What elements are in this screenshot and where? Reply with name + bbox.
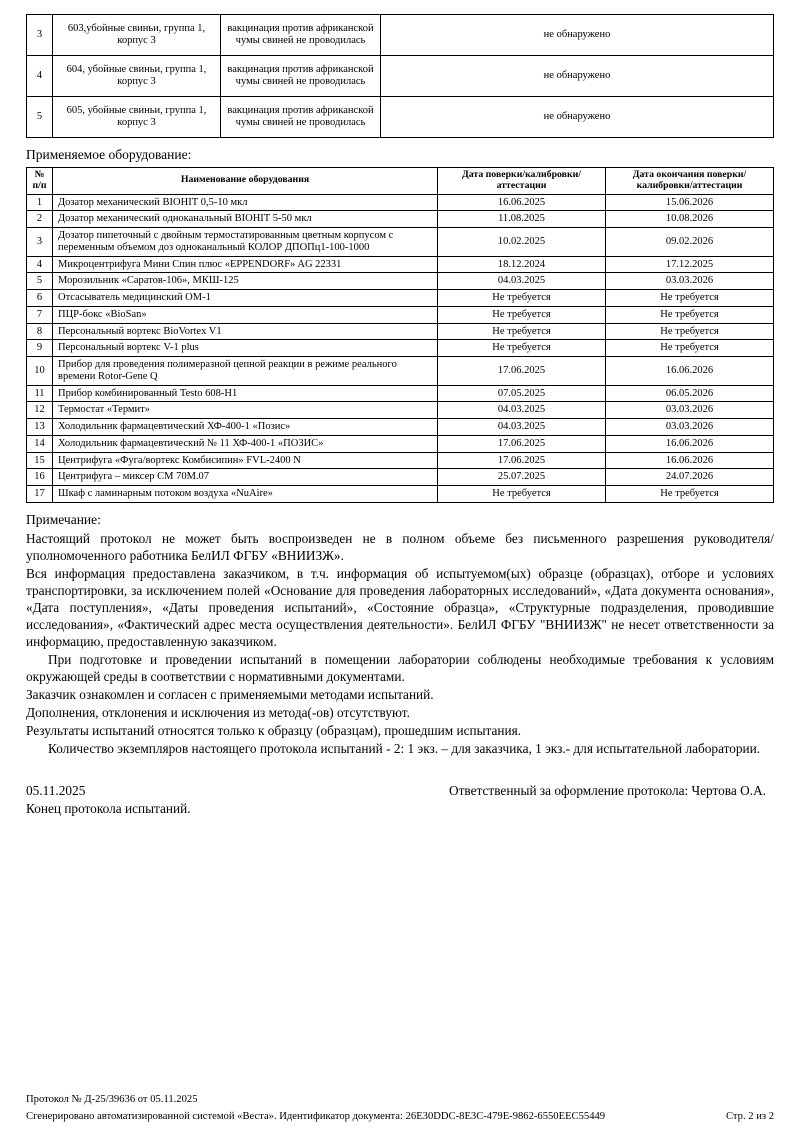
equipment-date-expiry: 24.07.2026: [606, 469, 774, 486]
row-number: 4: [27, 56, 53, 97]
equipment-number: 11: [27, 385, 53, 402]
table-row: [27, 97, 774, 138]
equipment-number: 2: [27, 211, 53, 228]
equipment-name: Морозильник «Саратов-106», МКШ-125: [53, 273, 438, 290]
footer-protocol-number: Протокол № Д-25/39636 от 05.11.2025: [26, 1094, 198, 1106]
equipment-name: Персональный вортекс BioVortex V1: [53, 323, 438, 340]
equipment-date-expiry: Не требуется: [606, 306, 774, 323]
row-number: 5: [27, 97, 53, 138]
sample-results-table: [26, 14, 774, 138]
table-row: [27, 323, 774, 340]
equipment-name: Дозатор механический ВIОНIТ 0,5-10 мкл: [53, 194, 438, 211]
row-result: не обнаружено: [381, 97, 774, 138]
row-vaccination: вакцинация против африканской чумы свиней не проводилась: [221, 15, 381, 56]
row-result: не обнаружено: [381, 15, 774, 56]
equipment-date-expiry: 06.05.2026: [606, 385, 774, 402]
equipment-date-expiry: Не требуется: [606, 323, 774, 340]
table-row: [27, 402, 774, 419]
equipment-number: 5: [27, 273, 53, 290]
equipment-name: Дозатор пипеточный с двойным термостатированным цветным корпусом с переменным объемом доз одноканальный КОЛОР ДПОПц1-100-1000: [53, 228, 438, 257]
row-sample-name: 605, убойные свиньи, группа 1, корпус 3: [53, 97, 221, 138]
row-number: 3: [27, 15, 53, 56]
equipment-number: 9: [27, 340, 53, 357]
equipment-number: 13: [27, 419, 53, 436]
equipment-number: 16: [27, 469, 53, 486]
col-header-number: № п/п: [27, 168, 53, 195]
page-footer: [26, 1093, 774, 1124]
equipment-date-calibration: 16.06.2025: [438, 194, 606, 211]
equipment-date-expiry: Не требуется: [606, 340, 774, 357]
row-result: не обнаружено: [381, 56, 774, 97]
signature-block: [26, 783, 774, 799]
equipment-number: 12: [27, 402, 53, 419]
equipment-date-calibration: 17.06.2025: [438, 357, 606, 386]
equipment-date-expiry: 16.06.2026: [606, 452, 774, 469]
equipment-date-expiry: 16.06.2026: [606, 357, 774, 386]
equipment-date-expiry: 03.03.2026: [606, 273, 774, 290]
row-vaccination: вакцинация против африканской чумы свиней не проводилась: [221, 97, 381, 138]
equipment-name: Отсасыватель медицинский ОМ-1: [53, 290, 438, 307]
equipment-date-expiry: 10.08.2026: [606, 211, 774, 228]
equipment-date-calibration: 18.12.2024: [438, 256, 606, 273]
table-row: [27, 486, 774, 503]
equipment-name: Микроцентрифуга Мини Спин плюс «EPPENDORF» AG 22331: [53, 256, 438, 273]
note-paragraph: Вся информация предоставлена заказчиком, в т.ч. информация об испытуемом(ых) образце (образцах), отборе и условиях транспортировки, за исключением полей «Основание для проведения лабораторных исследований», «Дата документа основания», «Дата поступления», «Даты проведения испытаний», «Состояние образца», «Структурные подразделения, проводившие исследования», «Фактический адрес места осуществления деятельности». БелИЛ ФГБУ "ВНИИЗЖ" не несет ответственности за информацию, предоставленную заказчиком.: [26, 565, 774, 649]
table-row: [27, 256, 774, 273]
table-row: [27, 340, 774, 357]
equipment-number: 3: [27, 228, 53, 257]
equipment-name: Термостат «Термит»: [53, 402, 438, 419]
equipment-date-calibration: 25.07.2025: [438, 469, 606, 486]
equipment-date-expiry: 15.06.2026: [606, 194, 774, 211]
equipment-name: Шкаф с ламинарным потоком воздуха «NuAire»: [53, 486, 438, 503]
equipment-date-calibration: 10.02.2025: [438, 228, 606, 257]
equipment-name: Персональный вортекс V-1 plus: [53, 340, 438, 357]
row-sample-name: 603,убойные свиньи, группа 1, корпус 3: [53, 15, 221, 56]
equipment-number: 6: [27, 290, 53, 307]
equipment-date-calibration: 17.06.2025: [438, 452, 606, 469]
notes-title: Примечание:: [26, 511, 101, 527]
table-row: [27, 435, 774, 452]
equipment-date-calibration: 11.08.2025: [438, 211, 606, 228]
equipment-name: Прибор комбинированный Testo 608-H1: [53, 385, 438, 402]
equipment-date-calibration: 04.03.2025: [438, 273, 606, 290]
equipment-name: Дозатор механический одноканальный ВIОНIТ 5-50 мкл: [53, 211, 438, 228]
equipment-name: Центрифуга – миксер СМ 70М.07: [53, 469, 438, 486]
equipment-date-expiry: 17.12.2025: [606, 256, 774, 273]
col-header-date-calibration: Дата поверки/калибровки/аттестации: [438, 168, 606, 195]
table-row: [27, 385, 774, 402]
equipment-date-expiry: Не требуется: [606, 486, 774, 503]
footer-page-number: Стр. 2 из 2: [725, 1110, 774, 1122]
table-row: [27, 357, 774, 386]
note-paragraph: Количество экземпляров настоящего протокола испытаний - 2: 1 экз. – для заказчика, 1 экз.- для испытательной лаборатории.: [48, 740, 761, 756]
col-header-name: Наименование оборудования: [53, 168, 438, 195]
equipment-date-expiry: Не требуется: [606, 290, 774, 307]
equipment-name: Прибор для проведения полимеразной цепной реакции в режиме реального времени Rotor-Gene Q: [53, 357, 438, 386]
row-sample-name: 604, убойные свиньи, группа 1, корпус 3: [53, 56, 221, 97]
equipment-date-calibration: Не требуется: [438, 323, 606, 340]
equipment-name: Холодильник фармацевтический № 11 ХФ-400-1 «ПОЗИС»: [53, 435, 438, 452]
equipment-date-calibration: Не требуется: [438, 340, 606, 357]
table-row: [27, 273, 774, 290]
equipment-name: Центрифуга «Фуга/вортекс Комбисипин» FVL-2400 N: [53, 452, 438, 469]
equipment-number: 1: [27, 194, 53, 211]
equipment-date-expiry: 16.06.2026: [606, 435, 774, 452]
equipment-date-expiry: 03.03.2026: [606, 419, 774, 436]
equipment-number: 4: [27, 256, 53, 273]
table-row: [27, 469, 774, 486]
table-row: [27, 452, 774, 469]
equipment-number: 8: [27, 323, 53, 340]
equipment-number: 17: [27, 486, 53, 503]
table-row: [27, 194, 774, 211]
equipment-date-expiry: 03.03.2026: [606, 402, 774, 419]
row-vaccination: вакцинация против африканской чумы свиней не проводилась: [221, 56, 381, 97]
protocol-end-text: Конец протокола испытаний.: [26, 800, 191, 816]
table-row: [27, 56, 774, 97]
table-row: [27, 306, 774, 323]
note-paragraph: Дополнения, отклонения и исключения из метода(-ов) отсутствуют.: [26, 704, 410, 720]
equipment-number: 7: [27, 306, 53, 323]
table-header-row: [27, 168, 774, 195]
signature-date: 05.11.2025: [26, 782, 86, 798]
signature-responsible: Ответственный за оформление протокола: Чертова О.А.: [449, 782, 766, 798]
table-row: [27, 290, 774, 307]
note-paragraph: Результаты испытаний относятся только к образцу (образцам), прошедшим испытания.: [26, 722, 522, 738]
table-row: [27, 15, 774, 56]
equipment-name: ПЦР-бокс «BioSan»: [53, 306, 438, 323]
equipment-date-calibration: 07.05.2025: [438, 385, 606, 402]
equipment-date-calibration: 17.06.2025: [438, 435, 606, 452]
table-row: [27, 211, 774, 228]
note-paragraph: При подготовке и проведении испытаний в помещении лаборатории соблюдены необходимые требования к условиям окружающей среды в соответствии с нормативными документами.: [26, 651, 774, 684]
equipment-date-calibration: 04.03.2025: [438, 419, 606, 436]
note-paragraph: Заказчик ознакомлен и согласен с применяемыми методами испытаний.: [26, 686, 434, 702]
table-row: [27, 228, 774, 257]
equipment-date-calibration: Не требуется: [438, 290, 606, 307]
note-paragraph: Настоящий протокол не может быть воспроизведен не в полном объеме без письменного разрешения руководителя/уполномоченного работника БелИЛ ФГБУ «ВНИИЗЖ».: [26, 530, 774, 563]
equipment-name: Холодильник фармацевтический ХФ-400-1 «Позис»: [53, 419, 438, 436]
equipment-table: [26, 167, 774, 503]
equipment-date-expiry: 09.02.2026: [606, 228, 774, 257]
footer-generated-by: Сгенерировано автоматизированной системой «Веста». Идентификатор документа: 26E30DDC-8E3C-479E-9862-6550EEC55449: [26, 1110, 606, 1122]
equipment-number: 15: [27, 452, 53, 469]
table-row: [27, 419, 774, 436]
equipment-number: 14: [27, 435, 53, 452]
equipment-date-calibration: 04.03.2025: [438, 402, 606, 419]
equipment-date-calibration: Не требуется: [438, 306, 606, 323]
equipment-number: 10: [27, 357, 53, 386]
equipment-date-calibration: Не требуется: [438, 486, 606, 503]
equipment-section-title: Применяемое оборудование:: [26, 147, 192, 162]
col-header-date-expiry: Дата окончания поверки/калибровки/аттестации: [606, 168, 774, 195]
